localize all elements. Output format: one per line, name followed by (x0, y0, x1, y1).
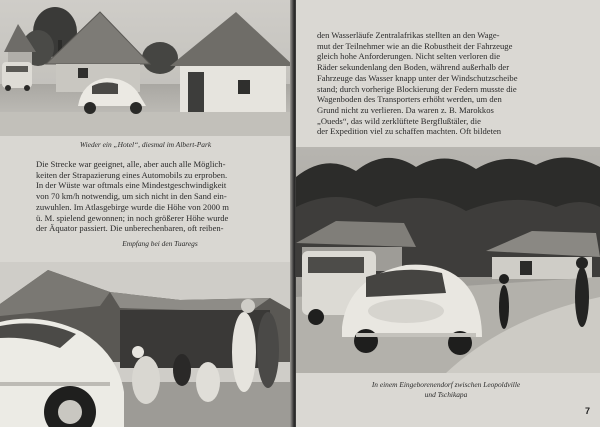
hotel-albert-park-photo (0, 0, 291, 136)
left-body-text (36, 159, 271, 234)
village-caption-line: und Tschikapa (424, 390, 468, 399)
right-page (296, 0, 600, 427)
tuareg-photo-caption: Empfang bei den Tuaregs (122, 239, 198, 248)
left-body-line: von 70 km/h notwendig, um sich nicht in den Sand ein- (36, 191, 227, 202)
right-body-line: den Wasserläufe Zentralafrikas stellten an den Wage- (317, 30, 500, 40)
right-body-line: Grund nicht zu verlieren. Da waren z. B. Marokkos (317, 104, 494, 115)
right-body-line: Räder sekundenlang den Boden, während außerhalb der (317, 62, 510, 73)
right-body-line: Wagenboden des Transporters erhöht werden, um den (317, 94, 502, 105)
native-village-photo (296, 147, 600, 373)
left-body-line: ü. M. spielend gewonnen; in noch größerer Höhe wurde (36, 212, 229, 223)
right-body-line: Fahrzeuge das Wasser knapp unter der Windschutzscheibe (317, 72, 518, 83)
right-body-line: gleich hohe Anforderungen. Nicht selten verloren die (317, 51, 501, 62)
right-body-line: der Expedition viel zu schaffen machten. Oft bildeten (317, 126, 502, 137)
right-body-line: „Oueds“, das wild zerklüftete Bergflußtäler, die (317, 115, 481, 126)
village-photo-caption (356, 380, 536, 400)
right-body-line: mut der Teilnehmer wie an die Robustheit der Fahrzeuge (317, 40, 513, 51)
left-body-line: Die Strecke war geeignet, alle, aber auch alle Möglich- (36, 159, 226, 169)
left-body-line: keiten der Strapazierung eines Automobils zu erproben. (36, 169, 228, 180)
village-caption-line: In einem Eingeborenendorf zwischen Leopoldville (371, 380, 521, 389)
left-page (0, 0, 293, 427)
left-body-line: zuwuhlen. Im Atlasgebirge wurde die Höhe von 2000 m (36, 201, 229, 212)
left-body-line: In der Wüste war oftmals eine Mindestgeschwindigkeit (36, 180, 227, 191)
right-body-line: stand; durch vorherige Blockierung der Federn musste die (317, 83, 517, 94)
page-number: 7 (584, 406, 590, 416)
tuareg-reception-photo (0, 262, 291, 427)
right-body-text (317, 30, 585, 137)
left-body-line: der Äquator passiert. Die unberechenbaren, oft reiben- (36, 223, 224, 234)
hotel-photo-caption: Wieder ein „Hotel“, diesmal im Albert-Park (79, 140, 212, 149)
